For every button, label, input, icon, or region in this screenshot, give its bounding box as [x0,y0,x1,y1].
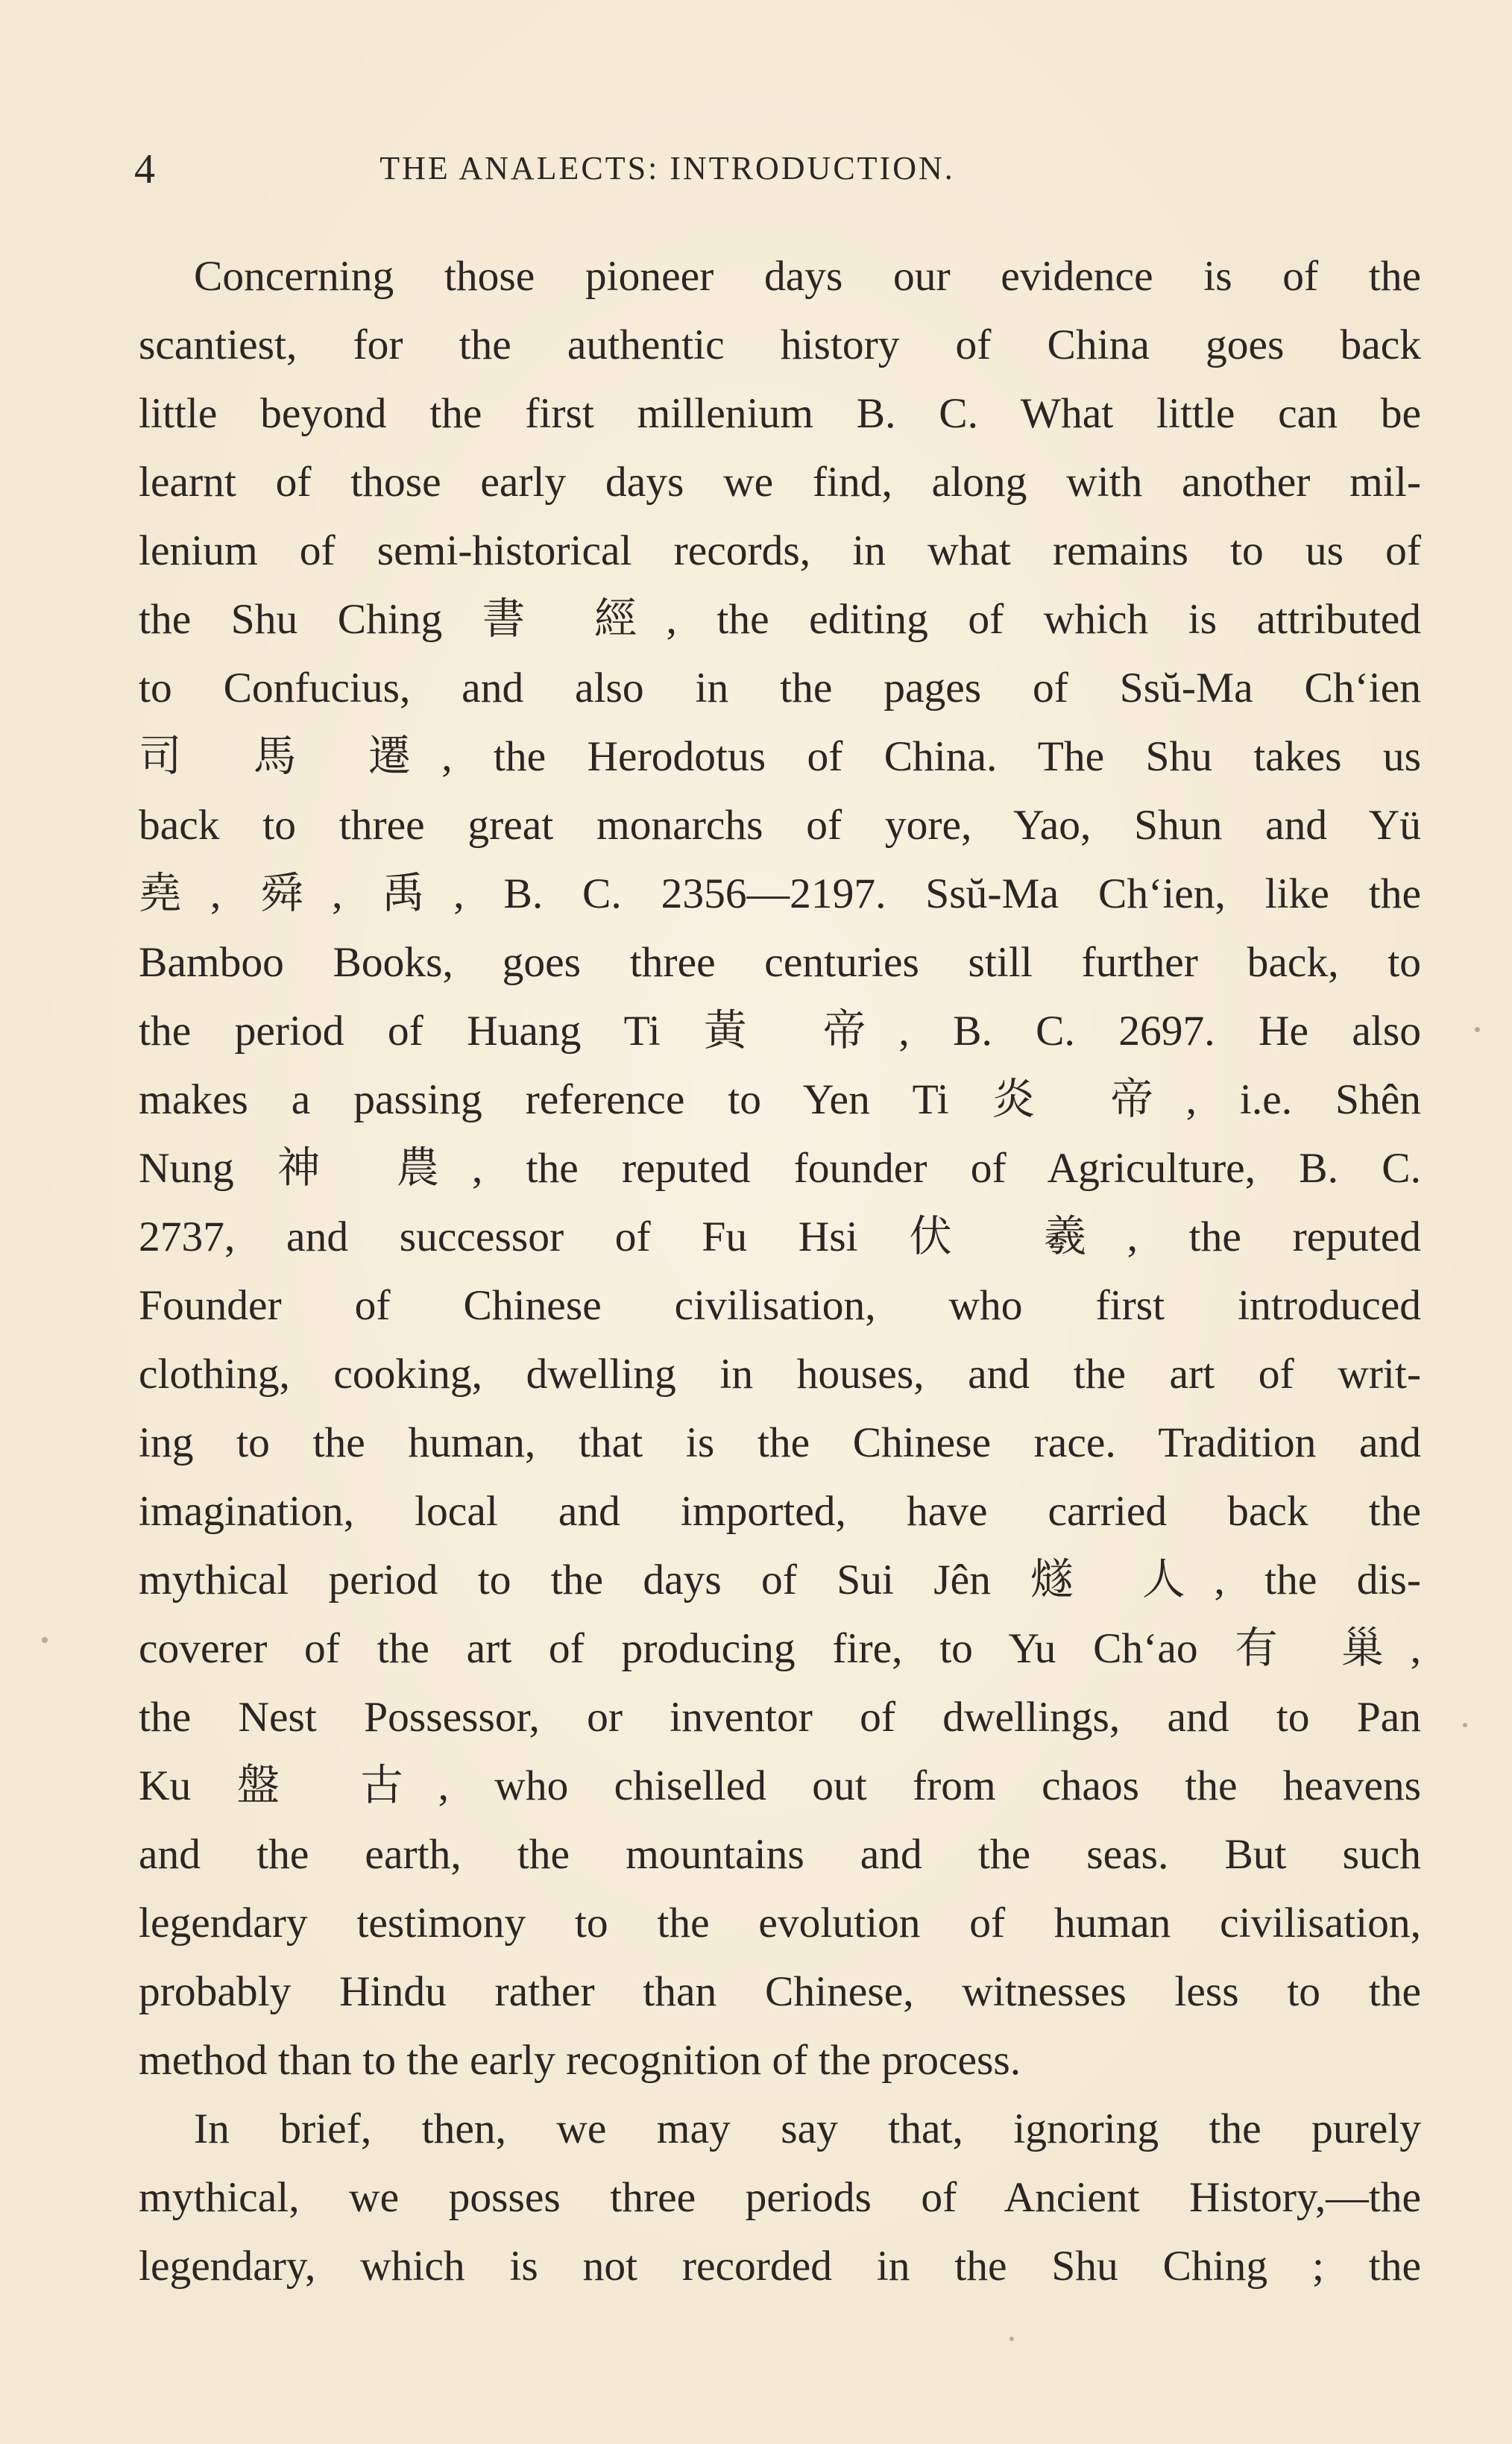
text-line: the Nest Possessor, or inventor of dwellings, and to Pan [139,1694,1421,1741]
text-line: 堯, 舜, 禹, B. C. 2356—2197. Ssŭ-Ma Ch‘ien, like the [139,870,1421,917]
text-line: the Shu Ching 書 經, the editing of which is attributed [139,596,1421,643]
text-line: mythical, we posses three periods of Ancient History,—the [139,2174,1421,2221]
text-line: learnt of those early days we find, along with another mil- [139,459,1421,506]
text-line: ing to the human, that is the Chinese race. Tradition and [139,1419,1421,1466]
text-line: clothing, cooking, dwelling in houses, and the art of writ- [139,1351,1421,1398]
text-line: to Confucius, and also in the pages of Ssŭ-Ma Ch‘ien [139,665,1421,711]
text-line: 司 馬 遷, the Herodotus of China. The Shu takes us [139,733,1421,780]
text-line: imagination, local and imported, have carried back the [139,1488,1421,1535]
text-line: method than to the early recognition of the process. [139,2037,1021,2084]
text-line: probably Hindu rather than Chinese, witnesses less to the [139,1968,1421,2015]
text-line: the period of Huang Ti 黃 帝, B. C. 2697. He also [139,1008,1421,1055]
text-line: Nung 神 農, the reputed founder of Agriculture, B. C. [139,1145,1421,1192]
text-line: Founder of Chinese civilisation, who first introduced [139,1282,1421,1329]
paragraph [139,242,1421,2095]
text-line: Ku 盤 古, who chiselled out from chaos the heavens [139,1762,1421,1809]
page-header [134,143,1126,195]
text-line: coverer of the art of producing fire, to Yu Ch‘ao 有 巢, [139,1625,1421,1672]
text-line: legendary, which is not recorded in the Shu Ching ; the [139,2243,1421,2290]
text-line: scantiest, for the authentic history of China goes back [139,321,1421,368]
text-line: little beyond the first millenium B. C. What little can be [139,390,1421,437]
page-number: 4 [134,146,155,192]
text-line: mythical period to the days of Sui Jên 燧 人, the dis- [139,1556,1421,1603]
text-line: 2737, and successor of Fu Hsi 伏 羲, the reputed [139,1213,1421,1260]
text-line: Bamboo Books, goes three centuries still further back, to [139,939,1421,986]
body-text [139,242,1421,2301]
paper-speck [1463,1723,1467,1727]
text-line: Concerning those pioneer days our evidence is of the [194,253,1421,300]
text-line: makes a passing reference to Yen Ti 炎 帝, i.e. Shên [139,1076,1421,1123]
paper-speck [1009,2337,1014,2341]
running-head: THE ANALECTS: INTRODUCTION. [379,150,955,186]
paper-speck [1475,1027,1480,1032]
text-line: and the earth, the mountains and the seas. But such [139,1831,1421,1878]
text-line: back to three great monarchs of yore, Yao, Shun and Yü [139,802,1421,849]
paragraph [139,2095,1421,2301]
text-line: legendary testimony to the evolution of human civilisation, [139,1900,1421,1947]
paper-speck [42,1637,48,1643]
text-line: lenium of semi-historical records, in what remains to us of [139,527,1421,574]
text-line: In brief, then, we may say that, ignoring the purely [194,2105,1421,2152]
